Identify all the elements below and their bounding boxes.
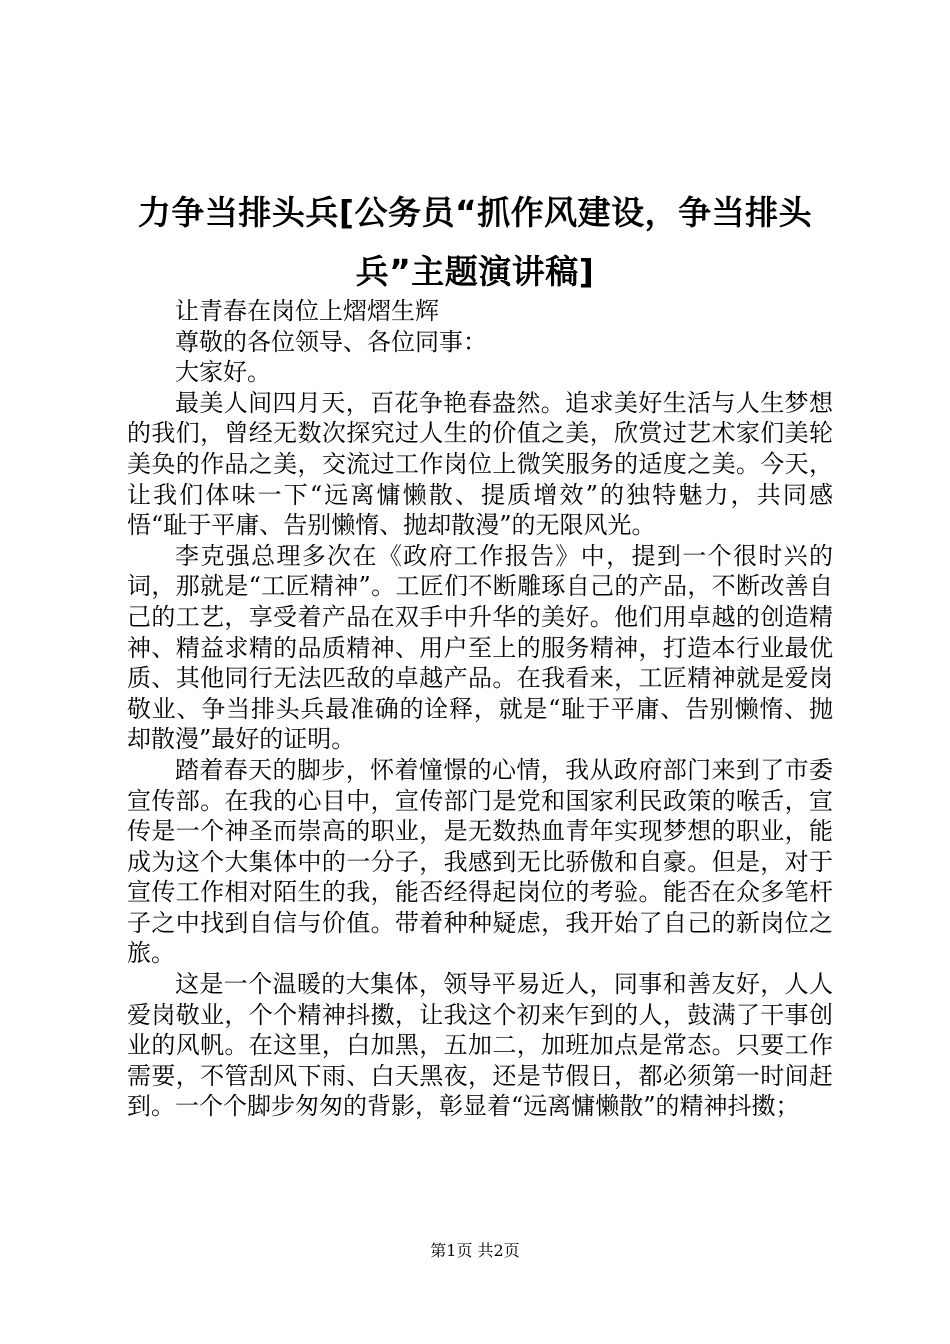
salutation-paragraph: 尊敬的各位领导、各位同事： [175, 327, 487, 356]
document-body [127, 296, 833, 1122]
subtitle-paragraph: 让青春在岗位上熠熠生辉 [175, 297, 439, 325]
greeting-paragraph: 大家好。 [175, 358, 271, 387]
page-footer: 第1页 共2页 [430, 1241, 520, 1260]
body-paragraph: 这是一个温暖的大集体，领导平易近人，同事和善友好，人人爱岗敬业，个个精神抖擞，让我这个初来乍到的人，鼓满了干事创业的风帆。在这里，白加黑，五加二，加班加点是常态。只要工作需要，不管刮风下雨、白天黑夜，还是节假日，都必须第一时间赶到。一个个脚步匆匆的背影，彰显着“远离慵懒散”的精神抖擞； [127, 970, 833, 1121]
document-title: 力争当排头兵[公务员“抓作风建设，争当排头兵”主题演讲稿] [137, 193, 813, 291]
body-paragraph: 最美人间四月天，百花争艳春盎然。追求美好生活与人生梦想的我们，曾经无数次探究过人生的价值之美，欣赏过艺术家们美轮美奂的作品之美，交流过工作岗位上微笑服务的适度之美。今天，让我们体味一下“远离慵懒散、提质增效”的独特魅力，共同感悟“耻于平庸、告别懒惰、抛却散漫”的无限风光。 [127, 388, 833, 540]
body-paragraph: 踏着春天的脚步，怀着憧憬的心情，我从政府部门来到了市委宣传部。在我的心目中，宣传部门是党和国家利民政策的喉舌，宣传是一个神圣而崇高的职业，是无数热血青年实现梦想的职业，能成为这个大集体中的一分子，我感到无比骄傲和自豪。但是，对于宣传工作相对陌生的我，能否经得起岗位的考验。能否在众多笔杆子之中找到自信与价值。带着种种疑虑，我开始了自己的新岗位之旅。 [127, 755, 833, 968]
body-paragraph: 李克强总理多次在《政府工作报告》中，提到一个很时兴的词，那就是“工匠精神”。工匠们不断雕琢自己的产品，不断改善自己的工艺，享受着产品在双手中升华的美好。他们用卓越的创造精神、精益求精的品质精神、用户至上的服务精神，打造本行业最优质、其他同行无法匹敌的卓越产品。在我看来，工匠精神就是爱岗敬业、争当排头兵最准确的诠释，就是“耻于平庸、告别懒惰、抛却散漫”最好的证明。 [127, 541, 833, 754]
